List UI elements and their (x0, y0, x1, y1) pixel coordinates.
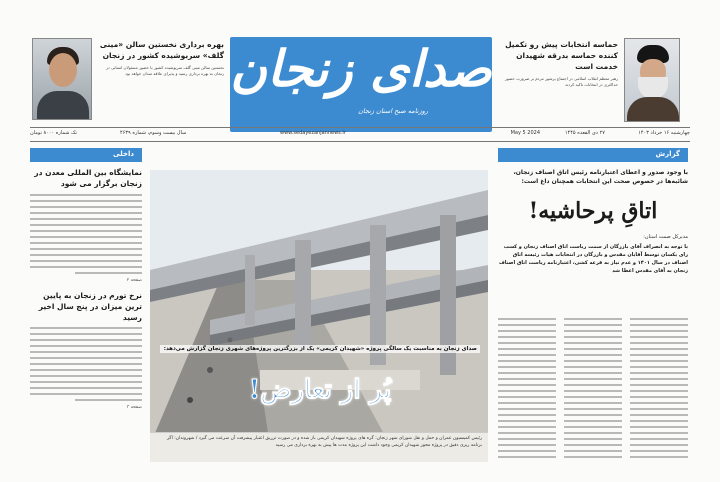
lead-photo-overpass[interactable] (150, 170, 488, 445)
right-column (498, 168, 688, 275)
logo-subtitle: روزنامه صبح استان زنجان (358, 107, 428, 115)
issue-info-bar (30, 128, 690, 140)
photo-face-shape (49, 53, 77, 87)
date-hijri: ۲۷ ذی القعده ۱۴۴۵ (564, 130, 605, 136)
masthead-left-headline: بهره برداری نخستین سالن «مینی گلف» سربوشیده کشور در زنجان (99, 40, 224, 60)
website[interactable]: www.sedayezanjannews.ir (280, 130, 346, 136)
page-reference: صفحه ۲ (126, 277, 142, 283)
text-column (498, 318, 556, 462)
text-column (564, 318, 622, 462)
left-column (30, 168, 142, 410)
masthead-right-story[interactable] (498, 40, 618, 88)
newspaper-logo[interactable] (230, 37, 492, 132)
masthead-right-headline: حماسه انتخابات پیش رو تکمیل کننده حماسه بدرقه شهیدان خدمت است (505, 40, 618, 71)
masthead-right-snippet: رهبر معظم انقلاب اسلامی در اجتماع پرشور مردم بر ضرورت حضور حداکثری در انتخابات تاکید کردند (504, 75, 618, 88)
logo-title: صدای زنجان (230, 39, 492, 98)
story-headline[interactable]: اتاقِ پرحاشیه! (528, 198, 658, 224)
story-lead: با توجه به انصراف آقای بازرگان از سمت ریاست اتاق اصناف زنجان و کسب رای یکسان توسط آقایان مقدس و بازرگان در انتخابات هیات رئیسه اتاق اصناف در سال ۱۴۰۱ و عدم نیاز به قرعه کشی، اعتبارنامه ریاست اتاق اصناف زنجان به آقای مقدس اعطا شد (498, 244, 688, 274)
photo-headline: پُر از تعارض! (248, 375, 392, 405)
masthead-left-story[interactable] (96, 40, 224, 78)
divider (30, 141, 690, 142)
price: تک شماره ۸۰۰۰ تومان (30, 130, 77, 136)
story-kicker: با وجود صدور و اعطای اعتبارنامه رئیس اتاق اصناف زنجان، شائبه‌ها در خصوص صحت این انتخابات همچنان داغ است: (513, 169, 688, 185)
photo-beard-shape (638, 77, 668, 99)
profile-photo-left (32, 38, 92, 120)
date-persian: چهارشنبه ۱۶ خرداد ۱۴۰۳ (638, 130, 690, 136)
story-body-columns (498, 318, 688, 478)
photo-caption: صدای زنجان به مناسبت یک سالگی پروژه «شهیدان کریمی» یک از بزرگترین پروژه‌های شهری زنجان گزارش می‌دهد: (160, 345, 480, 353)
story-byline: مدیرکل صمت استان: (643, 234, 688, 240)
masthead-left-snippet: نخستین سالن مینی گلف سرپوشیده کشور با حضور مسئولان استانی در زنجان به بهره برداری رسید و پذیرای علاقه مندان خواهد بود (105, 64, 224, 77)
text-column (630, 318, 688, 462)
story-mining-expo-title[interactable]: نمایشگاه بین المللی معدن در زنجان برگزار می شود (34, 168, 142, 188)
section-label-report: گزارش (498, 148, 688, 162)
issue-number: سال بیست وسوم، شماره ۴۶۳۹ (120, 130, 187, 136)
story-inflation-body (30, 327, 142, 401)
photo-robe-shape (627, 97, 679, 122)
page-reference: صفحه ۳ (126, 405, 142, 411)
date-english: May 5 2024 (510, 130, 540, 136)
story-inflation-title[interactable]: نرخ تورم در زنجان به پایین ترین میزان در پنج سال اخیر رسید (38, 290, 142, 322)
story-mining-expo-body (30, 194, 142, 274)
photo-suit-shape (37, 91, 89, 120)
section-label-domestic: داخلی (30, 148, 142, 162)
profile-photo-right (624, 38, 680, 122)
photo-caption-strip: رئیس کمیسیون عمران و حمل و نقل شورای شهر زنجان: گره های پروژه شهیدان کریمی باز شده و در صورت تزریق اعتبار پیشرفت آن سرعت می گیرد / شهروندان: اگر برنامه ریزی دقیق در پروژه محور شهیدان کریمی وجود داشت این پروژه مدت ها پیش به بهره برداری می رسید (150, 432, 488, 462)
